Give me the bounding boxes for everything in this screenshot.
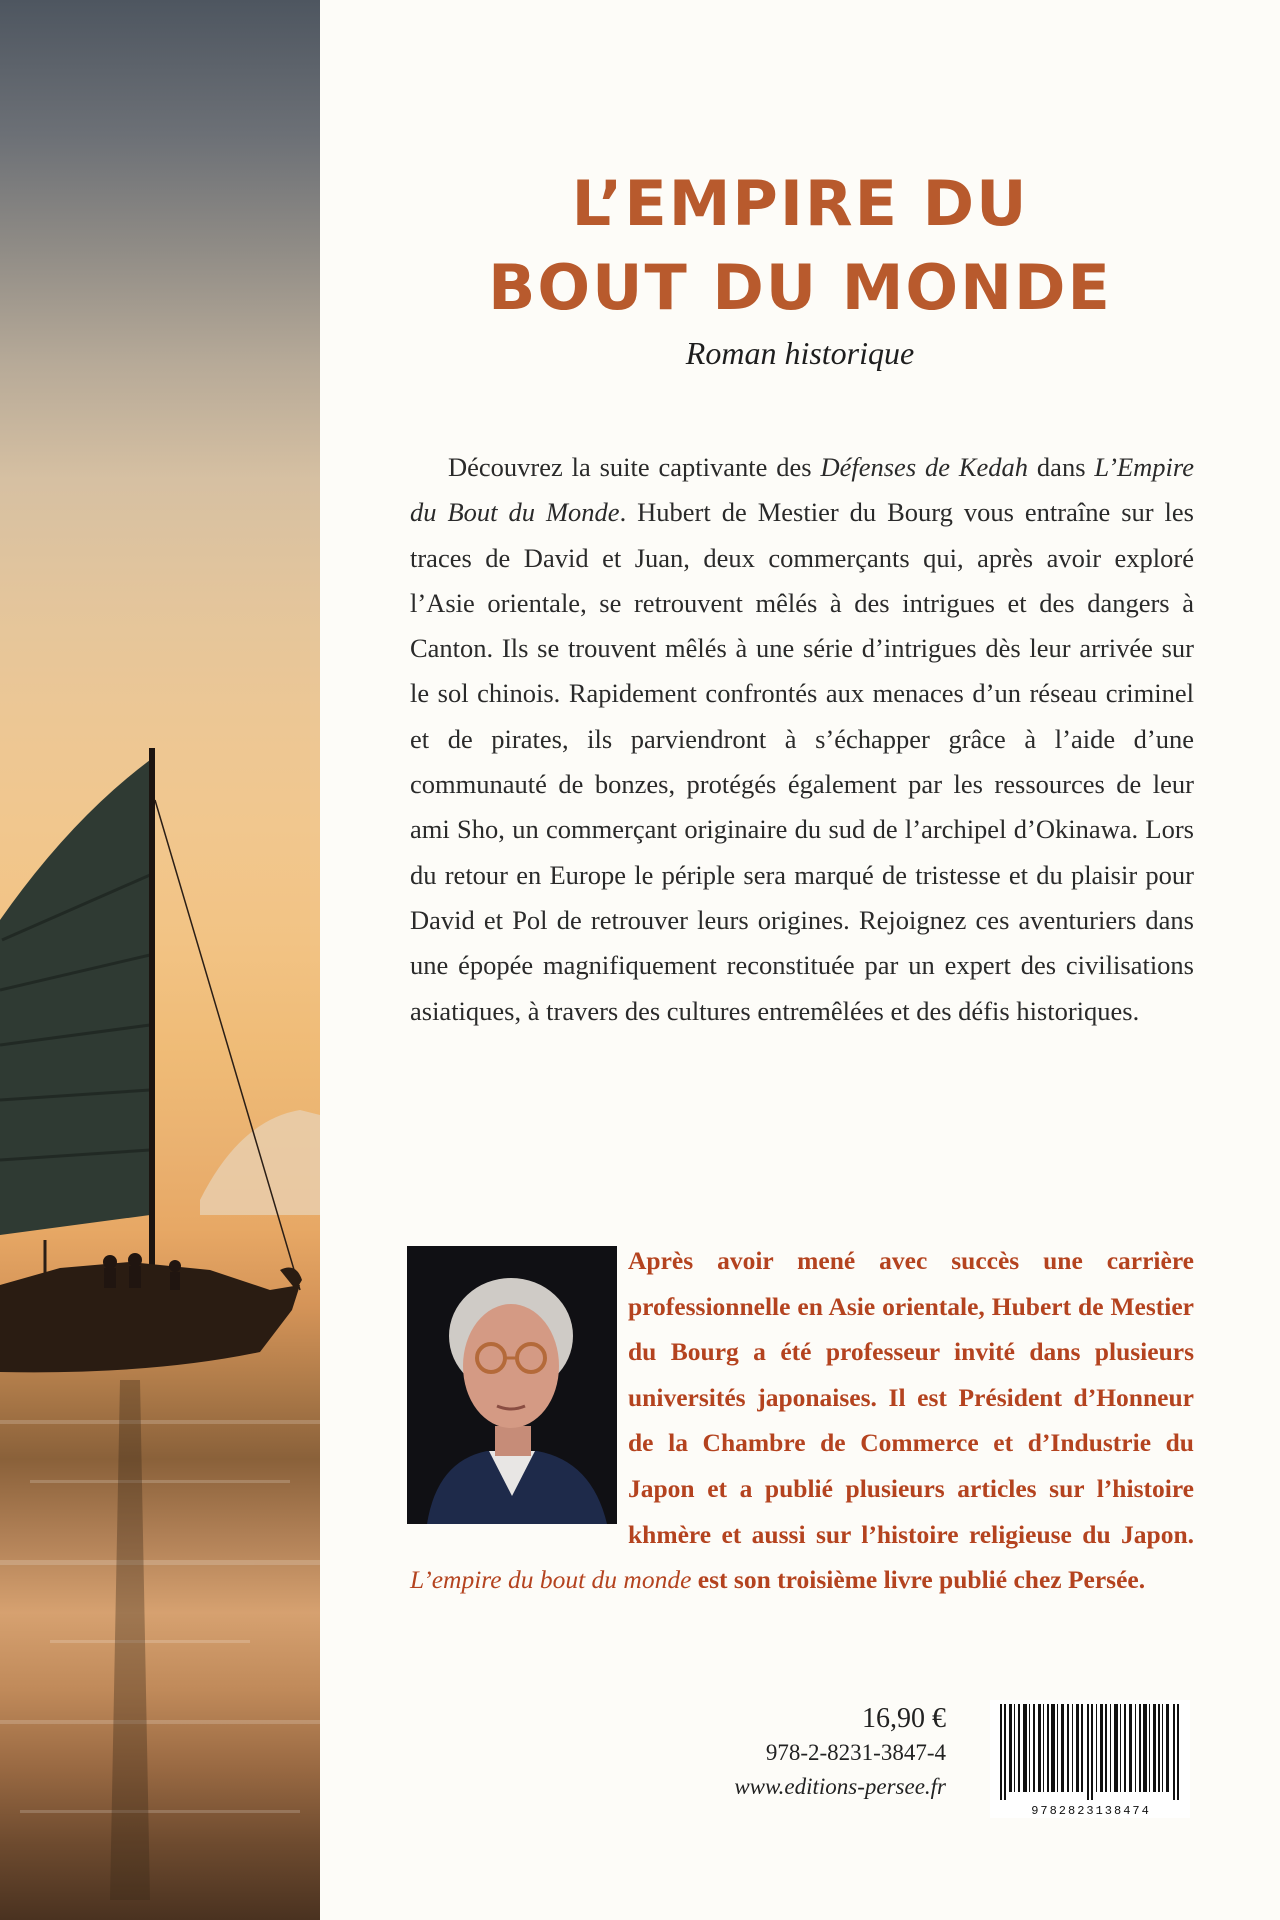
bio-text-2: est son troisième livre publié chez Persée. (691, 1565, 1146, 1595)
book-summary (410, 445, 1194, 1034)
book-title-line1: L’EMPIRE DU (571, 166, 1029, 240)
summary-book-title-2: L’Empire du Bout du Monde (410, 452, 1194, 528)
book-title (400, 162, 1200, 330)
isbn: 978-2-8231-3847-4 (765, 1740, 946, 1765)
bio-book-title: L’empire du bout du monde (410, 1565, 692, 1595)
cover-photo-strip (0, 0, 320, 1920)
photo-spacer (410, 1238, 628, 1550)
summary-text-2: dans (1028, 452, 1095, 482)
author-bio (410, 1238, 1194, 1603)
summary-text-1: Découvrez la suite captivante des (448, 452, 821, 482)
publication-info (734, 1702, 946, 1804)
isbn-barcode (990, 1700, 1190, 1818)
book-title-line2: BOUT DU MONDE (488, 250, 1112, 324)
book-genre: Roman historique (685, 335, 915, 371)
barcode-bars (990, 1700, 1190, 1800)
summary-book-title-1: Défenses de Kedah (820, 452, 1029, 482)
price: 16,90 € (862, 1703, 946, 1734)
publisher-website: www.editions-persee.fr (734, 1774, 946, 1799)
barcode-digits: 9782823138474 (996, 1804, 1186, 1818)
junk-boat-illustration (0, 0, 320, 1920)
bio-text-1: Après avoir mené avec succès une carrière professionnelle en Asie orientale, Hubert de Mestier du Bourg a été professeur invité dans plusieurs universités japonaises. Il est Président d’Honneur de la Chambre de Commerce et d’Industrie du Japon et a publié plusieurs articles sur l’histoire khmère et aussi sur l’histoire religieuse du Japon. (628, 1246, 1194, 1549)
summary-text-3: . Hubert de Mestier du Bourg vous entraîne sur les traces de David et Juan, deux commerçants qui, après avoir exploré l’Asie orientale, se retrouvent mêlés à des intrigues et des dangers à Canton. Ils se trouvent mêlés à une série d’intrigues dès leur arrivée sur le sol chinois. Rapidement confrontés aux menaces d’un réseau criminel et de pirates, ils parviendront à s’échapper grâce à l’aide d’une communauté de bonzes, protégés également par les ressources de leur ami Sho, un commerçant originaire du sud de l’archipel d’Okinawa. Lors du retour en Europe le périple sera marqué de tristesse et du plaisir pour David et Pol de retrouver leurs origines. Rejoignez ces aventuriers dans une épopée magnifiquement reconstituée par un expert des civilisations asiatiques, à travers des cultures entremêlées et des défis historiques. (410, 497, 1194, 1026)
